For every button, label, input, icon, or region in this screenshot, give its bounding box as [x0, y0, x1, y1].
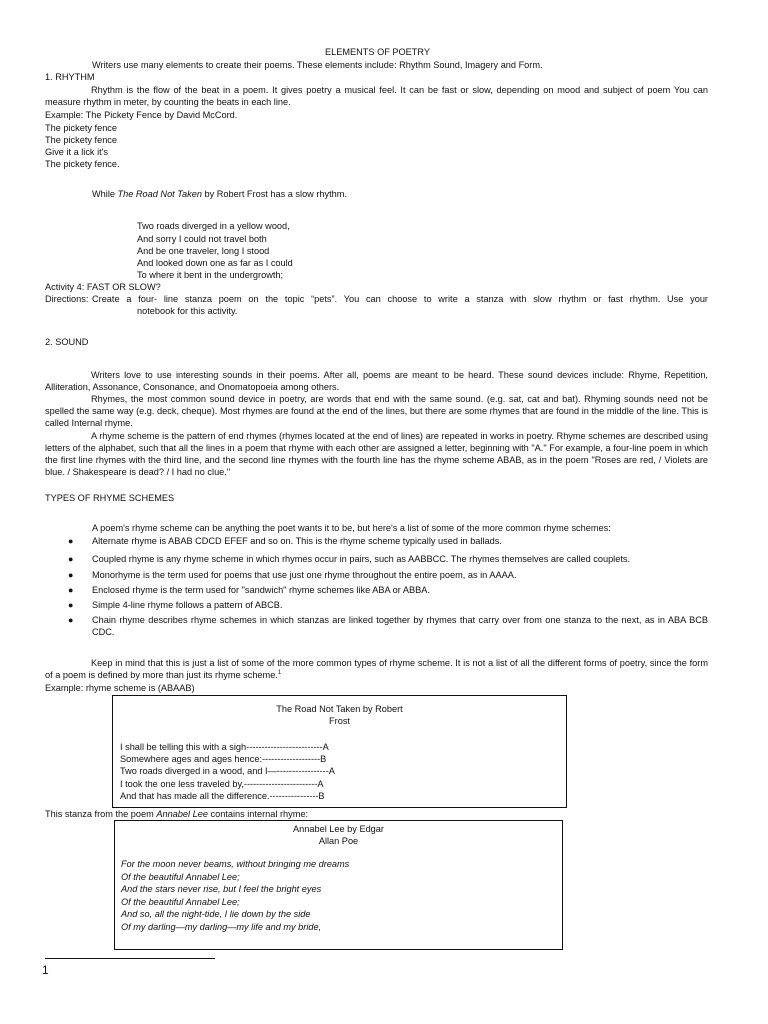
bullet-icon: ● — [68, 585, 74, 595]
types-intro: A poem's rhyme scheme can be anything the poet wants it to be, but here's a list of some of the more common rhyme schemes: — [92, 523, 611, 533]
example-line: The pickety fence. — [45, 159, 120, 169]
footnote-marker: 1 — [277, 669, 282, 676]
while-sentence — [92, 188, 347, 200]
poem-line: And that has made all the difference.----------------B — [120, 791, 325, 801]
rhythm-heading: 1. RHYTHM — [45, 72, 95, 82]
sound-paragraph-2: Rhymes, the most common sound device in poetry, are words that end with the same sound. (e.g. sat, cat and bat). Rhyming sounds need not be spelled the same way (e.g. deck, cheque). Most rhymes are found at the end of the lines, but there are some rhymes that are found in the middle of the line. This is called Internal rhyme. — [45, 394, 708, 428]
poem-box-annabel-lee — [114, 820, 563, 950]
poem-line: For the moon never beams, without bringing me dreams — [121, 859, 350, 869]
directions-text: Create a four- line stanza poem on the topic “pets”. You can choose to write a stanza with slow rhythm or fast rhythm. Use your — [92, 294, 708, 304]
stanza-line: And be one traveler, long I stood — [137, 246, 270, 256]
bullet-icon: ● — [68, 615, 74, 625]
keep-in-mind-paragraph — [45, 657, 708, 681]
keep-in-mind-text: Keep in mind that this is just a list of some of the more common types of rhyme scheme. It is not a list of all the different forms of poetry, since the form of a poem is defined by more than just its rhyme scheme. — [45, 658, 708, 680]
bullet-icon: ● — [68, 570, 74, 580]
directions-text-2: notebook for this activity. — [137, 306, 238, 316]
box-title: The Road Not Taken by Robert — [276, 704, 403, 714]
poem-line: And so, all the night-tide, I lie down by the side — [121, 909, 311, 919]
stanza-line: To where it bent in the undergrowth; — [137, 270, 284, 280]
example-line: Give it a lick it's — [45, 147, 109, 157]
rhythm-paragraph: Rhythm is the flow of the beat in a poem. It gives poetry a musical feel. It can be fast or slow, depending on mood and subject of poem You can measure rhythm in meter, by counting the beats in each line. — [45, 85, 708, 107]
list-item: Enclosed rhyme is the term used for "sandwich" rhyme schemes like ABA or ABBA. — [92, 585, 430, 595]
list-item: Alternate rhyme is ABAB CDCD EFEF and so on. This is the rhyme scheme typically used in ballads. — [92, 536, 502, 546]
intro-text: Writers use many elements to create their poems. These elements include: Rhythm Sound, Imagery and Form. — [92, 60, 543, 70]
poem-line: I shall be telling this with a sigh-------------------------A — [120, 742, 329, 752]
stanza-line: Two roads diverged in a yellow wood, — [137, 221, 290, 231]
while-post: by Robert Frost has a slow rhythm. — [201, 189, 347, 199]
activity-heading: Activity 4: FAST OR SLOW? — [45, 282, 161, 292]
box-title: Annabel Lee by Edgar — [293, 824, 384, 834]
footnote-divider — [45, 958, 215, 959]
internal-post: contains internal rhyme: — [207, 809, 309, 819]
poem-line: Two roads diverged in a wood, and I—-----------------A — [120, 766, 335, 776]
internal-pre: This stanza from the poem — [45, 809, 157, 819]
sound-paragraph-1: Writers love to use interesting sounds in their poems. After all, poems are meant to be heard. These sound devices include: Rhyme, Repetition, Alliteration, Assonance, Consonance, and Onomatopoeia among others. — [45, 370, 708, 392]
poem-line: And the stars never rise, but I feel the bright eyes — [121, 884, 322, 894]
sound-heading: 2. SOUND — [45, 337, 89, 347]
directions-label: Directions: — [45, 294, 89, 304]
example-line: The pickety fence — [45, 135, 118, 145]
rhythm-example: Example: The Pickety Fence by David McCord. — [45, 110, 238, 120]
list-item: Coupled rhyme is any rhyme scheme in which rhymes occur in pairs, such as AABBCC. The rhymes themselves are called couplets. — [92, 554, 631, 564]
example-label: Example: rhyme scheme is (ABAAB) — [45, 683, 195, 693]
poem-line: I took the one less traveled by,------------------------A — [120, 779, 324, 789]
bullet-icon: ● — [68, 600, 74, 610]
list-item: Chain rhyme describes rhyme schemes in which stanzas are linked together by rhymes that carry over from one stanza to the next, as in ABA BCB CDC. — [92, 615, 708, 637]
sound-paragraph-3: A rhyme scheme is the pattern of end rhymes (rhymes located at the end of lines) are repeated in works in poetry. Rhyme schemes are described using letters of the alphabet, such that all the lines in a poem that rhyme with each other are assigned a letter, beginning with "A." For example, a four-line poem in which the first line rhymes with the third line, and the second line rhymes with the fourth line has the rhyme scheme ABAB, as in the poem "Roses are red, / Violets are blue. / Shakespeare is dead? / I had no clue." — [45, 431, 708, 477]
while-pre: While — [92, 189, 118, 199]
types-heading: TYPES OF RHYME SCHEMES — [45, 493, 175, 503]
footnote-number: 1 — [42, 963, 49, 977]
while-title: The Road Not Taken — [117, 189, 202, 199]
poem-line: Of the beautiful Annabel Lee; — [121, 897, 240, 907]
stanza-line: And sorry I could not travel both — [137, 234, 267, 244]
list-item: Simple 4-line rhyme follows a pattern of ABCB. — [92, 600, 283, 610]
box-title: Frost — [329, 716, 350, 726]
example-line: The pickety fence — [45, 123, 118, 133]
box-title: Allan Poe — [318, 836, 359, 846]
poem-line: Somewhere ages and ages hence:-------------------B — [120, 754, 327, 764]
poem-box-road-not-taken — [112, 695, 567, 808]
bullet-icon: ● — [68, 554, 74, 564]
list-item: Monorhyme is the term used for poems that use just one rhyme throughout the entire poem, as in AAAA. — [92, 570, 517, 580]
internal-rhyme-sentence — [45, 808, 308, 820]
stanza-line: And looked down one as far as I could — [137, 258, 293, 268]
page-title: ELEMENTS OF POETRY — [325, 47, 430, 57]
poem-line: Of my darling—my darling—my life and my bride, — [121, 922, 322, 932]
internal-title: Annabel Lee — [156, 809, 208, 819]
poem-line: Of the beautiful Annabel Lee; — [121, 872, 240, 882]
bullet-icon: ● — [68, 536, 74, 546]
